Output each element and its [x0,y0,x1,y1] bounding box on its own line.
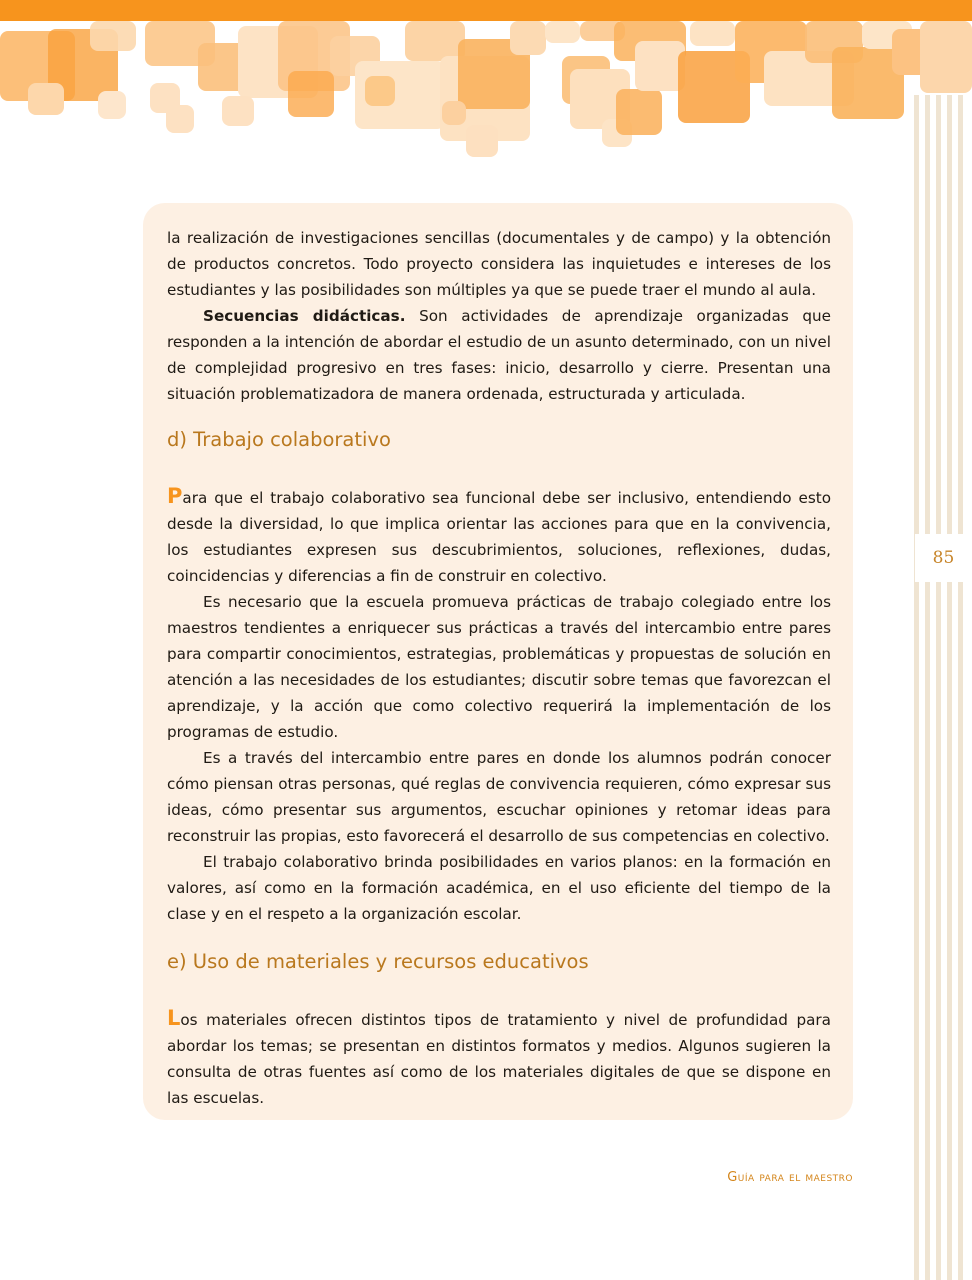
section-heading-d: d) Trabajo colaborativo [167,428,391,451]
term-secuencias: Secuencias didácticas. [203,307,406,325]
top-orange-bar [0,0,972,21]
right-margin-stripes [914,95,972,1280]
paragraph-projects: la realización de investigaciones sencillas (documentales y de campo) y la obtención de productos concretos. Todo proyecto considera las inquietudes e intereses de los estudiantes y las posibilidades son múltiples ya que se puede traer el mundo al aula. [167,229,831,299]
paragraph-colaborativo-intro-text: ara que el trabajo colaborativo sea funcional debe ser inclusivo, entendiendo esto desde la diversidad, lo que implica orientar las acciones para que en la convivencia, los estudiantes expresen sus descubrimientos, soluciones, reflexiones, dudas, coincidencias y diferencias a fin de construir en colectivo. [167,489,831,585]
body-text [167,225,831,1111]
drop-cap-l: L [167,1006,181,1030]
paragraph-colaborativo-intro [167,483,831,589]
paragraph-planos: El trabajo colaborativo brinda posibilidades en varios planos: en la formación en valores, así como en la formación académica, en el uso eficiente del tiempo de la clase y en el respeto a la organización escolar. [167,853,831,923]
decorative-squares-banner [0,21,972,171]
paragraph-intercambio: Es a través del intercambio entre pares en donde los alumnos podrán conocer cómo piensan otras personas, qué reglas de convivencia requieren, cómo expresar sus ideas, cómo presentar sus argumentos, escuchar opiniones y retomar ideas para reconstruir las propias, esto favorecerá el desarrollo de sus competencias en colectivo. [167,749,831,845]
paragraph-materiales [167,1005,831,1111]
footer-guide-title: Guía para el maestro [727,1170,853,1185]
paragraph-colegiado: Es necesario que la escuela promueva prácticas de trabajo colegiado entre los maestros tendientes a enriquecer sus prácticas a través del intercambio entre pares para compartir conocimientos, estrategias, problemáticas y propuestas de solución en atención a las necesidades de los estudiantes; discutir sobre temas que favorezcan el aprendizaje, y la acción que como colectivo requerirá la implementación de los programas de estudio. [167,593,831,741]
section-heading-e: e) Uso de materiales y recursos educativos [167,950,589,973]
paragraph-secuencias [167,303,831,407]
paragraph-secuencias-text: Son actividades de aprendizaje organizadas que responden a la intención de abordar el estudio de un asunto determinado, con un nivel de complejidad progresivo en tres fases: inicio, desarrollo y cierre. Presentan una situación problematizadora de manera ordenada, estructurada y articulada. [167,307,831,403]
drop-cap-p: P [167,484,183,508]
paragraph-materiales-text: os materiales ofrecen distintos tipos de tratamiento y nivel de profundidad para abordar los temas; se presentan en distintos formatos y medios. Algunos sugieren la consulta de otras fuentes así como de los materiales digitales de que se dispone en las escuelas. [167,1011,831,1107]
page-number: 85 [915,534,972,582]
